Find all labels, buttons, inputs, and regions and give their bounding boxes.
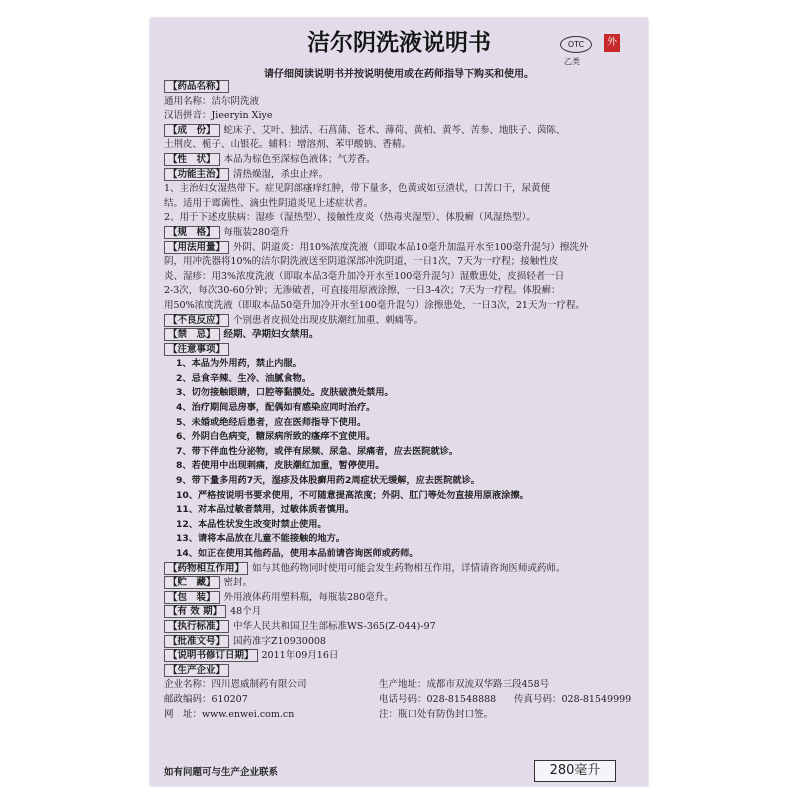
spec-text: 每瓶装280毫升: [223, 226, 290, 238]
precaution-item: 14、如正在使用其他药品，使用本品前请咨询医师或药师。: [176, 548, 419, 559]
contact-footer: 如有问题可与生产企业联系: [164, 767, 279, 778]
precaution-item: 2、忌食辛辣、生冷、油腻食物。: [176, 372, 312, 384]
leaflet-content: [164, 80, 634, 722]
storage-text: 密封。: [223, 577, 253, 589]
indications-line-2: 结。适用于霉菌性、滴虫性阴道炎见上述症状者。: [164, 197, 374, 209]
instruction-subtitle: 请仔细阅读说明书并按说明使用或在药师指导下购买和使用。: [264, 69, 534, 80]
properties-text: 本品为棕色至深棕色液体；气芳香。: [223, 153, 376, 165]
section-label-precautions: 【注意事项】: [164, 343, 229, 356]
precaution-item: 8、若使用中出现刺痛，皮肤潮红加重，暂停使用。: [176, 460, 385, 472]
section-label-indications: 【功能主治】: [164, 168, 229, 181]
otc-badge: OTC: [560, 36, 592, 53]
precaution-item: 3、切勿接触眼睛，口腔等黏膜处。皮肤破溃处禁用。: [176, 387, 394, 399]
section-label-spec: 【规 格】: [164, 226, 220, 239]
leaflet-sheet: [150, 18, 648, 786]
revision-date: 2011年09月16日: [261, 650, 339, 662]
indications-line-3: 2、用于下述皮肤病：湿疹（湿热型）、接触性皮炎（热毒夹湿型）、体股癣（风湿热型）。: [164, 212, 536, 224]
manufacturer-postcode: 邮政编码：610207: [164, 693, 248, 705]
section-label-manufacturer: 【生产企业】: [164, 664, 229, 677]
section-label-drug-name: 【药品名称】: [164, 80, 229, 93]
package-text: 外用液体药用塑料瓶，每瓶装280毫升。: [223, 591, 394, 603]
section-label-validity: 【有 效 期】: [164, 605, 226, 618]
precaution-item: 7、带下伴血性分泌物，或伴有尿频、尿急、尿痛者，应去医院就诊。: [176, 445, 459, 457]
section-label-standard: 【执行标准】: [164, 620, 229, 633]
usage-line-4: 2-3次，每次30-60分钟；无渗破者，可直接用原液涂擦，一日3-4次；7天为一疗程。体股癣：: [164, 285, 561, 297]
precaution-item: 9、带下量多用药7天，湿疹及体股癣用药2周症状无缓解，应去医院就诊。: [176, 475, 480, 487]
section-label-approval: 【批准文号】: [164, 635, 229, 648]
manufacturer-website: 网 址：www.enwei.com.cn: [164, 708, 295, 720]
precaution-item: 11、对本品过敏者禁用，过敏体质者慎用。: [176, 504, 355, 516]
validity-text: 48个月: [230, 606, 262, 618]
external-use-badge: 外: [604, 34, 620, 52]
ingredients-line-1: 蛇床子、艾叶、独活、石菖蒲、苍术、薄荷、黄柏、黄芩、苦参、地肤子、茵陈、: [223, 124, 566, 136]
section-label-revision: 【说明书修订日期】: [164, 649, 258, 662]
precaution-item: 6、外阴白色病变，糖尿病所致的瘙痒不宜使用。: [176, 431, 376, 443]
precaution-item: 4、治疗期间忌房事，配偶如有感染应同时治疗。: [176, 402, 376, 414]
precaution-item: 1、本品为外用药，禁止内服。: [176, 358, 302, 370]
manufacturer-fax: 传真号码：028-81549999: [514, 693, 632, 705]
manufacturer-name: 企业名称：四川恩威制药有限公司: [164, 679, 307, 691]
document-title: 洁尔阴洗液说明书: [307, 30, 491, 56]
section-label-usage: 【用法用量】: [164, 241, 229, 254]
section-label-storage: 【贮 藏】: [164, 576, 220, 589]
usage-line-1: 外阴、阴道炎：用10%浓度洗液（即取本品10毫升加温开水至100毫升混匀）擦洗外: [233, 241, 589, 253]
ingredients-line-2: 土荆皮、栀子、山银花。辅料：增溶剂、苯甲酸钠、香精。: [164, 139, 412, 151]
section-label-adverse: 【不良反应】: [164, 314, 229, 327]
section-label-ingredients: 【成 份】: [164, 124, 220, 137]
indications-text: 清热燥湿，杀虫止痒。: [233, 168, 329, 180]
section-label-package: 【包 装】: [164, 591, 220, 604]
precaution-item: 13、请将本品放在儿童不能接触的地方。: [176, 533, 345, 545]
section-label-contraindications: 【禁 忌】: [164, 328, 220, 341]
contraindications-text: 经期、孕期妇女禁用。: [223, 329, 319, 341]
manufacturer-address: 生产地址：成都市双流双华路三段458号: [379, 679, 550, 691]
section-label-properties: 【性 状】: [164, 153, 220, 166]
indications-line-1: 1、主治妇女湿热带下。症见阴部瘙痒红肿，带下量多，色黄或如豆渣状，口苦口干，尿黄便: [164, 183, 551, 195]
section-label-interactions: 【药物相互作用】: [164, 562, 248, 575]
usage-line-2: 阴，用冲洗器将10%的洁尔阴洗液送至阴道深部冲洗阴道，一日1次，7天为一疗程；接触性皮: [164, 256, 559, 268]
volume-box: 280毫升: [534, 760, 616, 782]
precaution-item: 12、本品性状发生改变时禁止使用。: [176, 518, 327, 530]
manufacturer-phone: 电话号码：028-81548888: [379, 693, 497, 705]
generic-name: 通用名称：洁尔阴洗液: [164, 95, 260, 107]
precaution-item: 10、严格按说明书要求使用，不可随意提高浓度；外阴、肛门等处勿直接用原液涂擦。: [176, 489, 529, 501]
otc-class-label: 乙类: [564, 57, 580, 66]
standard-text: 中华人民共和国卫生部标准WS-365(Z-044)-97: [233, 620, 436, 632]
usage-line-5: 用50%浓度洗液（即取本品50毫升加冷开水至100毫升混匀）涂擦患处，一日3次，21天为一疗程。: [164, 299, 585, 311]
precaution-item: 5、未婚或绝经后患者，应在医师指导下使用。: [176, 416, 367, 428]
pinyin-name: 汉语拼音：Jieeryin Xiye: [164, 110, 273, 122]
approval-text: 国药准字Z10930008: [233, 635, 326, 647]
usage-line-3: 炎、湿疹：用3%浓度洗液（即取本品3毫升加冷开水至100毫升混匀）湿敷患处，皮损轻者一日: [164, 270, 565, 282]
anti-counterfeit-note: 注：瓶口处有防伪封口签。: [379, 708, 494, 720]
adverse-text: 个别患者皮损处出现皮肤潮红加重、刺痛等。: [233, 314, 424, 326]
interactions-text: 如与其他药物同时使用可能会发生药物相互作用，详情请咨询医师或药师。: [252, 562, 566, 574]
